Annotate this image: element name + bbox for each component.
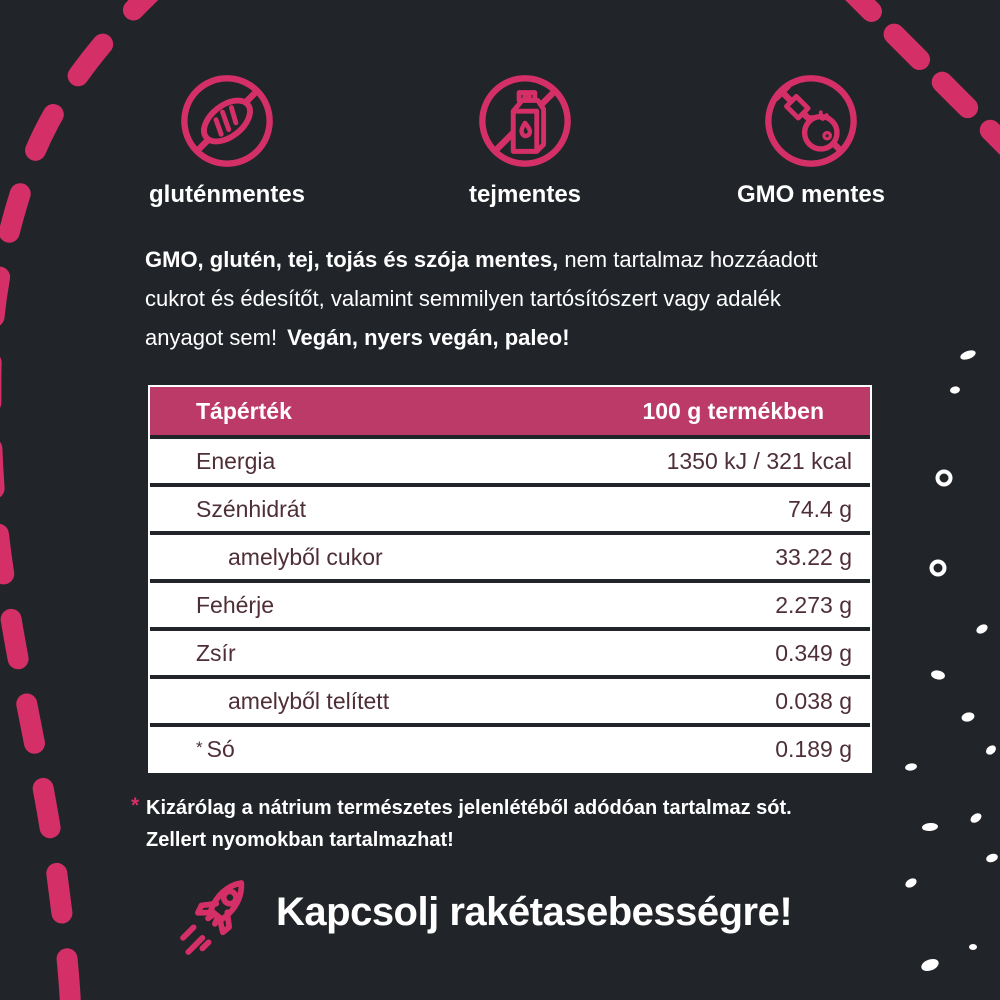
table-header-col1: Tápérték — [196, 397, 292, 424]
row-value: 2.273 g — [775, 591, 852, 618]
row-label: Zsír — [196, 639, 236, 666]
table-row — [150, 675, 870, 723]
row-label: Energia — [196, 447, 276, 474]
table-row — [150, 579, 870, 627]
slogan-text: Kapcsolj rakétasebességre! — [276, 890, 793, 934]
row-value: 1350 kJ / 321 kcal — [666, 447, 852, 474]
row-label: * Só — [196, 735, 235, 762]
badge-dairy-free — [415, 72, 635, 209]
row-label: Szénhidrát — [196, 495, 306, 522]
description-run: nem tartalmaz hozzáadott — [558, 247, 818, 272]
asterisk-marker: * — [196, 737, 203, 757]
description-run: anyagot sem! — [145, 325, 278, 350]
row-label: amelyből telített — [228, 687, 390, 714]
badge-label: tejmentes — [468, 181, 582, 208]
footnote-line1: Kizárólag a nátrium természetes jelenlétéből adódóan tartalmaz sót. — [146, 797, 792, 819]
table-header-col2: 100 g termékben — [642, 397, 824, 424]
nutrition-rows — [150, 435, 870, 771]
nutrition-table — [148, 385, 872, 773]
no-gmo-icon — [762, 72, 860, 170]
description-run: Vegán, nyers vegán, paleo! — [287, 325, 570, 350]
badge-gmo-free — [701, 72, 921, 209]
row-value: 74.4 g — [788, 495, 852, 522]
no-dairy-icon — [476, 72, 574, 170]
asterisk-marker: * — [131, 794, 140, 817]
row-value: 0.349 g — [775, 639, 852, 666]
footnote — [131, 792, 946, 856]
row-value: 0.189 g — [775, 735, 852, 762]
table-row — [150, 435, 870, 483]
table-row — [150, 531, 870, 579]
table-header — [150, 387, 870, 435]
badge-label: GMO mentes — [736, 181, 886, 208]
no-gluten-icon — [178, 72, 276, 170]
footnote-line2: Zellert nyomokban tartalmazhat! — [146, 829, 454, 851]
row-label: amelyből cukor — [228, 543, 383, 570]
rocket-icon — [176, 868, 264, 962]
paint-speckles — [904, 349, 999, 974]
table-row — [150, 723, 870, 771]
badge-gluten-free — [117, 72, 337, 209]
table-row — [150, 627, 870, 675]
description-run: cukrot és édesítőt, valamint semmilyen tartósítószert vagy adalék — [145, 286, 781, 311]
table-row — [150, 483, 870, 531]
badge-label: gluténmentes — [148, 181, 306, 208]
row-label: Fehérje — [196, 591, 274, 618]
description — [145, 240, 955, 357]
description-run: GMO, glutén, tej, tojás és szója mentes, — [145, 247, 559, 272]
row-value: 33.22 g — [775, 543, 852, 570]
row-value: 0.038 g — [775, 687, 852, 714]
